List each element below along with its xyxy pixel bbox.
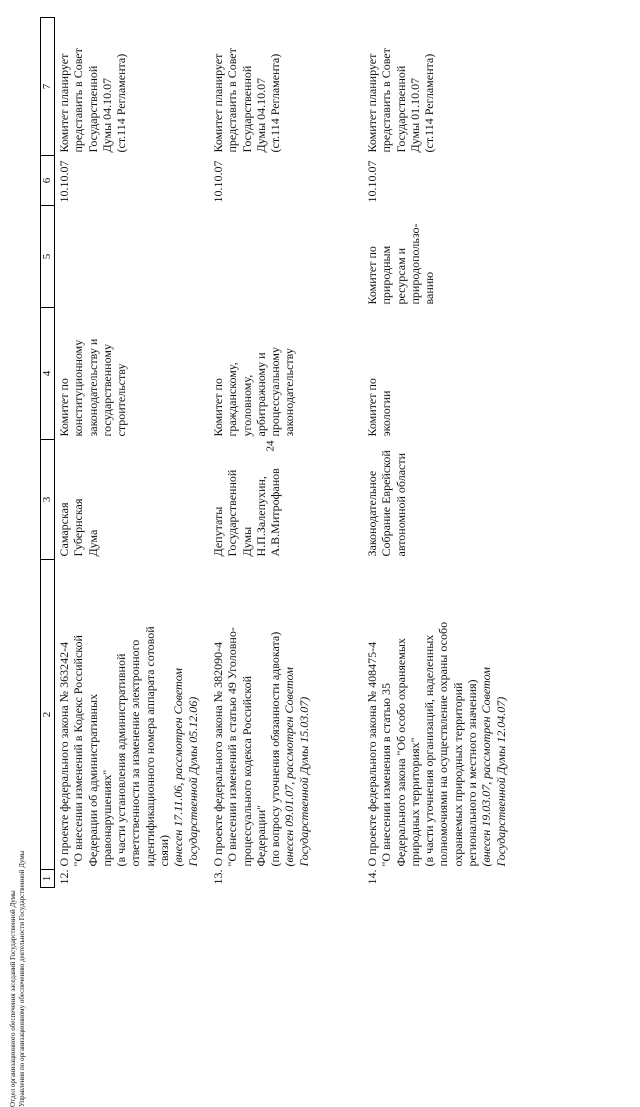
bill-title-cell [363,560,517,870]
cell-line: А.В.Митрофанов [268,468,283,557]
cell-line: законодательству и [85,338,100,437]
column-header: 4 [41,308,55,440]
cell-line: представить в Совет [225,48,240,153]
cell-line: Государственной Думы 12.04.07) [493,696,508,867]
column-header: 1 [41,870,55,888]
cell-line: ресурсам и [393,247,408,305]
bill-title-cell [209,560,363,870]
cell-line: автономной области [393,452,408,557]
cell-line: природопользо- [407,223,422,305]
column-header: 5 [41,206,55,308]
cell-line: Комитет планирует [57,53,71,153]
initiator-cell [55,440,210,560]
cell-line: (ст.114 Регламента) [268,53,283,153]
cell-line: Государственной [393,65,408,153]
table-row [55,18,210,888]
cell-line: Дума [85,529,100,557]
date-cell: 10.10.07 [211,160,225,203]
cell-line: Думы [239,526,254,557]
committee-cell [209,308,363,440]
page-number: 24 [264,440,277,452]
cell-line: Н.П.Залепухин, [253,476,268,557]
column-header: 7 [41,18,55,156]
footer [9,547,27,1107]
cell-line: Самарская Губернская [57,498,86,557]
initiator-cell [363,440,517,560]
table-header-row [41,18,55,888]
cell-line: Законодательное [365,470,379,557]
cell-line: Думы 04.10.07 [253,77,268,153]
cell-line: строительству [114,363,129,437]
cell-line: Государственной Думы 05.12.06) [185,696,200,867]
cell-line: конституционному [71,339,86,437]
cell-line: Государственной [85,65,100,153]
cell-line: Комитет по [57,378,71,437]
cell-line: уголовному, [239,374,254,437]
row-number-cell: 12. [57,869,71,885]
column-header: 3 [41,440,55,560]
cell-line: "О внесении изменений в статью 49 Уголовно- [225,627,240,867]
cell-line: законодательству [282,348,297,437]
cell-line: полномочиями на осуществление охраны особо [436,621,451,867]
cell-line: регионального и местного значения) [465,679,480,867]
footer-line: Отдел организационного обеспечения заседаний Государственной Думы [9,890,17,1107]
cell-line: О проекте федерального закона № 408475-4 [365,641,379,867]
cell-line: "О внесении изменения в статью 35 [379,683,394,867]
cell-line: Федерации об административных [85,693,100,867]
cell-line: Федерации" [253,804,268,867]
cell-line: связи) [157,834,172,867]
plan-cell [209,18,363,156]
cell-line: Государственной [239,65,254,153]
cell-line: (внесен 09.01.07, рассмотрен Советом [282,667,297,867]
cell-line: идентификационного номера аппарата сотовой [142,626,157,867]
committee-cell [363,308,517,440]
cell-line: ванию [422,271,437,305]
cell-line: природных территориях" [407,737,422,867]
row-number-cell: 13. [211,869,225,885]
co-committee-cell [363,206,517,308]
cell-line: Государственной Думы 15.03.07) [296,696,311,867]
cell-line: Государственной [225,469,240,557]
cell-line: (по вопросу уточнения обязанности адвоката) [268,631,283,867]
cell-line: (внесен 17.11.06, рассмотрен Советом [171,668,186,867]
cell-line: Думы 01.10.07 [407,77,422,153]
cell-line: Комитет планирует [211,53,225,153]
plan-cell [363,18,517,156]
plan-cell [55,18,210,156]
cell-line: "О внесении изменений в Кодекс Российской [71,635,86,867]
initiator-cell [209,440,363,560]
cell-line: процессуального кодекса Российской [239,675,254,867]
column-header: 6 [41,156,55,206]
co-committee-cell [55,206,210,308]
cell-line: (внесен 19.03.07, рассмотрен Советом [479,667,494,867]
cell-line: Федерального закона "Об особо охраняемых [393,638,408,867]
cell-line: процессуальному [268,347,283,437]
cell-line: природным [379,245,394,305]
cell-line: представить в Совет [379,48,394,153]
cell-line: представить в Совет [71,48,86,153]
row-number-cell: 14. [365,869,379,885]
cell-line: Комитет по [365,246,379,305]
rotated-table-container [40,18,630,888]
cell-line: (ст.114 Регламента) [422,53,437,153]
bill-title-cell [55,560,210,870]
cell-line: экологии [379,390,394,437]
date-cell: 10.10.07 [57,160,71,203]
cell-line: арбитражному и [253,352,268,437]
cell-line: Депутаты [211,506,225,557]
cell-line: правонарушениях" [99,769,114,867]
table-row [209,18,363,888]
cell-line: гражданскому, [225,362,240,437]
cell-line: государственному [99,344,114,437]
cell-line: Собрание Еврейской [379,450,394,557]
bills-table [40,17,517,888]
cell-line: Комитет по [211,378,225,437]
cell-line: (в части установления административной [114,653,129,867]
cell-line: ответственности за изменение электронного [128,639,143,867]
cell-line: О проекте федерального закона № 382090-4 [211,641,225,867]
co-committee-cell [209,206,363,308]
date-cell: 10.10.07 [365,160,379,203]
cell-line: О проекте федерального закона № 363242-4 [57,641,71,867]
cell-line: охраняемых природных территорий [450,682,465,867]
cell-line: (в части уточнения организаций, наделенных [422,634,437,867]
table-row [363,18,517,888]
cell-line: Комитет планирует [365,53,379,153]
committee-cell [55,308,210,440]
cell-line: Думы 04.10.07 [99,77,114,153]
footer-line: Управления по организационному обеспечению деятельности Государственной Думы [18,850,26,1107]
cell-line: (ст.114 Регламента) [114,53,129,153]
column-header: 2 [41,560,55,870]
cell-line: Комитет по [365,378,379,437]
